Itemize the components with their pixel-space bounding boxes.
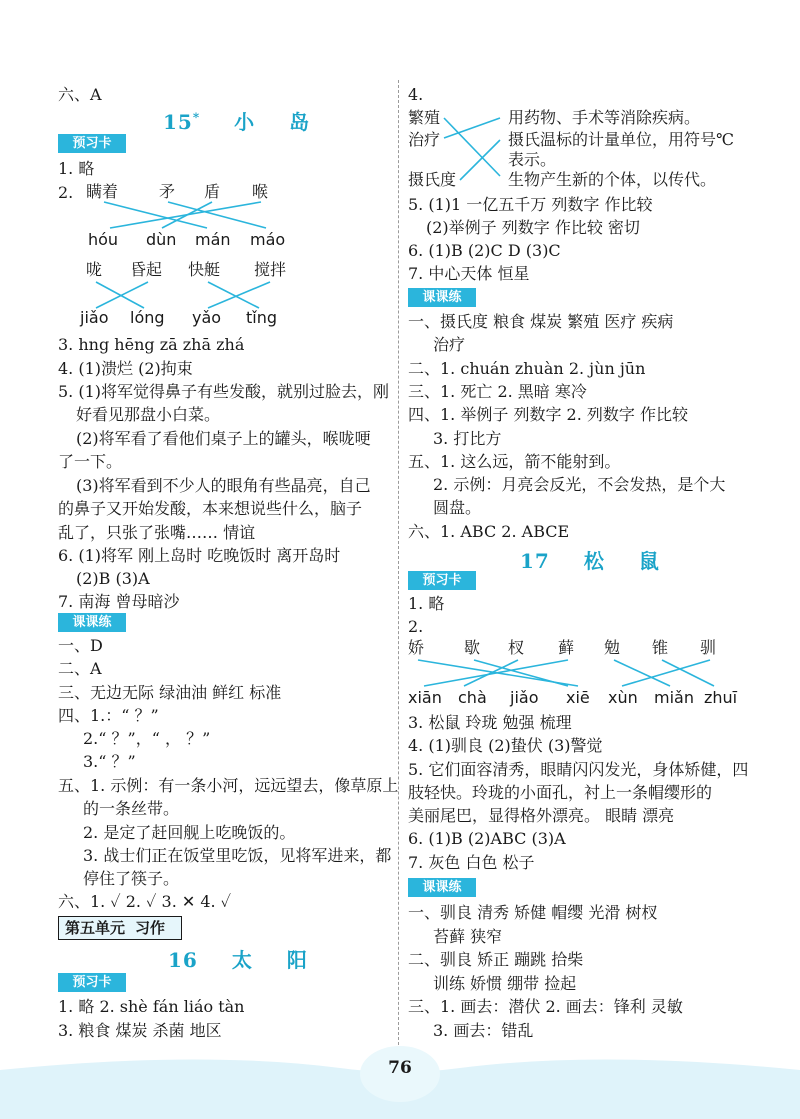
match-word: 娇 bbox=[408, 638, 425, 657]
answer-line: 圆盘。 bbox=[433, 498, 482, 517]
preview-card-badge: 预习卡 bbox=[408, 571, 476, 590]
lesson-number: 15 bbox=[163, 110, 193, 134]
answer-line: 5. (1)将军觉得鼻子有些发酸，就别过脸去，刚 bbox=[58, 382, 390, 401]
class-practice-badge: 课课练 bbox=[408, 288, 476, 307]
answer-line: 六、1. ABC 2. ABCE bbox=[408, 522, 570, 541]
answer-line: 四、1. 举例子 列数字 2. 列数字 作比较 bbox=[408, 405, 688, 424]
answer-line: 二、1. chuán zhuàn 2. jùn jūn bbox=[408, 359, 646, 378]
answer-line: 3. 战士们正在饭堂里吃饭，见将军进来，都 bbox=[83, 846, 392, 865]
match-line bbox=[474, 660, 568, 686]
match-line bbox=[662, 660, 714, 686]
answer-line: 2. 是定了赶回舰上吃晚饭的。 bbox=[83, 823, 296, 842]
answer-line: 三、无边无际 绿油油 鲜红 标准 bbox=[58, 683, 282, 702]
answer-line: 3. 粮食 煤炭 杀菌 地区 bbox=[58, 1021, 222, 1040]
answer-line: 五、1. 示例：有一条小河，远远望去，像草原上 bbox=[58, 776, 399, 795]
match-word: 锥 bbox=[652, 638, 669, 657]
match-pinyin: mán bbox=[195, 230, 231, 249]
answer-line: 乱了，只张了张嘴…… 情谊 bbox=[58, 523, 256, 542]
match-definition: 摄氏温标的计量单位，用符号℃ bbox=[508, 130, 734, 149]
answer-line: 6. (1)将军 刚上岛时 吃晚饭时 离开岛时 bbox=[58, 546, 341, 565]
match-word: 昏起 bbox=[130, 260, 163, 279]
match-pinyin: zhuī bbox=[704, 688, 738, 707]
preview-card-badge: 预习卡 bbox=[58, 134, 126, 153]
answer-line: 1. 略 bbox=[408, 594, 445, 613]
answer-line: 2.“ ？”，“ ， ？” bbox=[83, 729, 211, 748]
answer-line: 7. 灰色 白色 松子 bbox=[408, 853, 535, 872]
match-pinyin: lóng bbox=[130, 308, 165, 327]
match-word: 瞒着 bbox=[86, 182, 119, 201]
unit-label-box bbox=[58, 916, 182, 940]
answer-line: 6. (1)B (2)C D (3)C bbox=[408, 241, 561, 260]
title-char: 小 bbox=[234, 110, 256, 134]
match-word: 快艇 bbox=[188, 260, 221, 279]
answer-line: 4. bbox=[408, 85, 424, 104]
unit-section: 习作 bbox=[135, 919, 166, 937]
lesson-mark: * bbox=[192, 110, 201, 125]
match-definition: 生物产生新的个体，以传代。 bbox=[508, 170, 717, 189]
answer-line: 了一下。 bbox=[58, 452, 123, 471]
answer-line: 1. 略 bbox=[58, 159, 95, 178]
answer-line: 停住了筷子。 bbox=[83, 869, 180, 888]
answer-line: 3.“ ？” bbox=[83, 752, 136, 771]
answer-line: 六、A bbox=[58, 85, 102, 104]
match-word: 喉 bbox=[252, 182, 269, 201]
lesson-number: 16 bbox=[168, 948, 198, 972]
answer-line: 2. bbox=[58, 183, 74, 202]
answer-line: 2. 示例：月亮会反光，不会发热，是个大 bbox=[433, 475, 726, 494]
class-practice-badge: 课课练 bbox=[408, 878, 476, 897]
match-pinyin: yǎo bbox=[192, 308, 222, 327]
match-line bbox=[622, 660, 710, 686]
match-pinyin: dùn bbox=[146, 230, 177, 249]
answer-line: 7. 南海 曾母暗沙 bbox=[58, 592, 180, 611]
match-definition: 表示。 bbox=[508, 150, 557, 169]
answer-line: 4. (1)溃烂 (2)拘束 bbox=[58, 359, 193, 378]
answer-line: 一、驯良 清秀 矫健 帽缨 光滑 树杈 bbox=[408, 903, 658, 922]
answer-line: (3)将军看到不少人的眼角有些晶亮，自己 bbox=[76, 476, 371, 495]
match-word: 藓 bbox=[558, 638, 575, 657]
footer-wave bbox=[0, 1040, 800, 1119]
answer-line: 4. (1)驯良 (2)蛰伏 (3)警觉 bbox=[408, 736, 603, 755]
answer-line: 7. 中心天体 恒星 bbox=[408, 264, 530, 283]
match-word: 歇 bbox=[464, 638, 481, 657]
answer-line: 1. 略 2. shè fán liáo tàn bbox=[58, 997, 245, 1016]
answer-line: 治疗 bbox=[433, 335, 466, 354]
answer-line: (2)将军看了看他们桌子上的罐头，喉咙哽 bbox=[76, 429, 371, 448]
title-char: 岛 bbox=[289, 110, 311, 134]
answer-line: 好看见那盘小白菜。 bbox=[76, 405, 221, 424]
match-word: 搅拌 bbox=[254, 260, 287, 279]
answer-line: 苔藓 狭窄 bbox=[433, 927, 503, 946]
match-term: 治疗 bbox=[408, 130, 441, 149]
match-pinyin: chà bbox=[458, 688, 487, 707]
answer-line: 的一条丝带。 bbox=[83, 799, 180, 818]
match-pinyin: xiān bbox=[408, 688, 442, 707]
lesson-16-title bbox=[168, 944, 308, 973]
match-definition: 用药物、手术等消除疾病。 bbox=[508, 108, 701, 127]
answer-line: 3. 打比方 bbox=[433, 429, 502, 448]
title-char: 鼠 bbox=[638, 549, 660, 573]
page-number: 76 bbox=[388, 1058, 412, 1078]
answer-line: 一、D bbox=[58, 636, 103, 655]
answer-line: 二、A bbox=[58, 659, 102, 678]
match-term: 摄氏度 bbox=[408, 170, 457, 189]
answer-line: 二、驯良 矫正 蹦跳 拾柴 bbox=[408, 950, 584, 969]
match-word: 杈 bbox=[508, 638, 525, 657]
answer-line: 3. hng hēng zā zhā zhá bbox=[58, 335, 245, 354]
match-word: 勉 bbox=[604, 638, 621, 657]
answer-line: 三、1. 画去：潜伏 2. 画去：锋利 灵敏 bbox=[408, 997, 683, 1016]
answer-line: 2. bbox=[408, 617, 424, 636]
answer-line: 的鼻子又开始发酸，本来想说些什么，脑子 bbox=[58, 499, 363, 518]
match-line bbox=[614, 660, 670, 686]
title-char: 松 bbox=[583, 549, 605, 573]
answer-line: 四、1.：“ ？” bbox=[58, 706, 159, 725]
match-pinyin: xiē bbox=[566, 688, 590, 707]
answer-line: 一、摄氏度 粮食 煤炭 繁殖 医疗 疾病 bbox=[408, 312, 674, 331]
unit-name: 第五单元 bbox=[65, 919, 126, 937]
answer-line: 6. (1)B (2)ABC (3)A bbox=[408, 829, 566, 848]
answer-line: 3. 画去：错乱 bbox=[433, 1021, 534, 1040]
answer-line: (2)B (3)A bbox=[76, 569, 150, 588]
answer-line: 美丽尾巴，显得格外漂亮。 眼睛 漂亮 bbox=[408, 806, 675, 825]
match-pinyin: jiǎo bbox=[80, 308, 109, 327]
match-pinyin: máo bbox=[250, 230, 286, 249]
match-lines bbox=[58, 78, 390, 338]
answer-line: 5. 它们面容清秀，眼睛闪闪发光，身体矫健，四 bbox=[408, 760, 749, 779]
match-pinyin: jiǎo bbox=[510, 688, 539, 707]
match-lines bbox=[408, 78, 748, 718]
answer-line: 3. 松鼠 玲珑 勉强 梳理 bbox=[408, 713, 572, 732]
match-pinyin: tǐng bbox=[246, 308, 278, 327]
answer-line: 肢轻快。玲珑的小面孔，衬上一条帽缨形的 bbox=[408, 783, 713, 802]
title-char: 太 bbox=[231, 948, 253, 972]
answer-line: 5. (1)1 一亿五千万 列数字 作比较 bbox=[408, 195, 653, 214]
answer-line: 训练 娇惯 绷带 捡起 bbox=[433, 974, 577, 993]
match-word: 矛 bbox=[159, 182, 176, 201]
answer-line: 六、1. ✓ 2. ✓ 3. ✕ 4. ✓ bbox=[58, 892, 232, 911]
page-footer bbox=[0, 1040, 800, 1119]
preview-card-badge: 预习卡 bbox=[58, 973, 126, 992]
class-practice-badge: 课课练 bbox=[58, 613, 126, 632]
match-word: 盾 bbox=[204, 182, 221, 201]
answer-line: (2)举例子 列数字 作比较 密切 bbox=[426, 218, 640, 237]
match-pinyin: xùn bbox=[608, 688, 638, 707]
match-word: 驯 bbox=[700, 638, 717, 657]
title-char: 阳 bbox=[286, 948, 308, 972]
match-word: 咙 bbox=[86, 260, 103, 279]
match-pinyin: miǎn bbox=[654, 688, 694, 707]
answer-line: 三、1. 死亡 2. 黑暗 寒冷 bbox=[408, 382, 587, 401]
answer-line: 五、1. 这么远，箭不能射到。 bbox=[408, 452, 621, 471]
match-pinyin: hóu bbox=[88, 230, 119, 249]
lesson-number: 17 bbox=[520, 549, 550, 573]
column-divider bbox=[398, 80, 399, 1050]
match-term: 繁殖 bbox=[408, 108, 441, 127]
